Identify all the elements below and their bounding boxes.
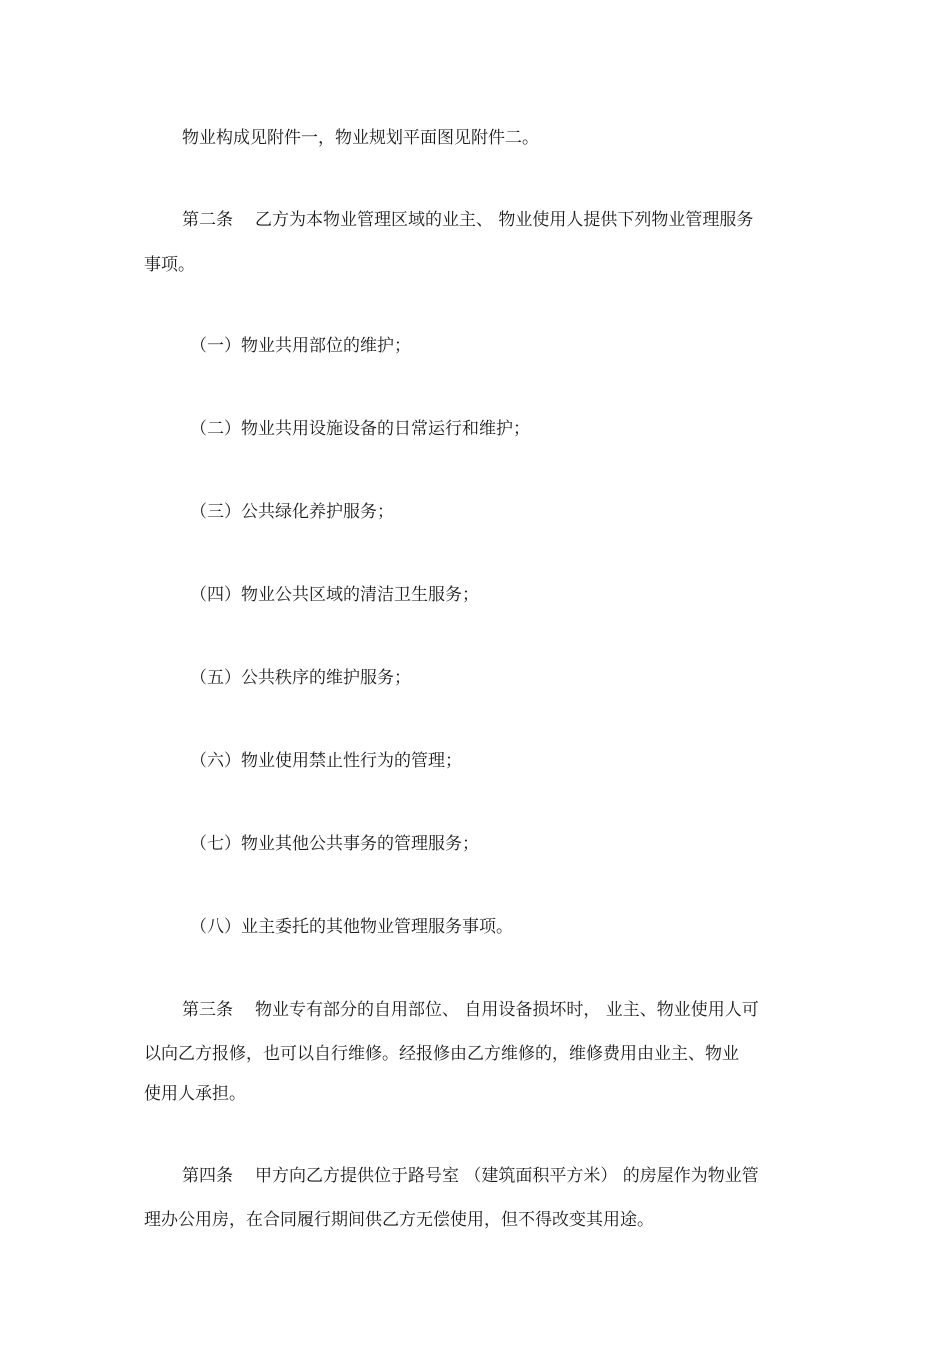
paragraph-property-composition: 物业构成见附件一，物业规划平面图见附件二。: [182, 128, 539, 148]
article-4-label: 第四条: [182, 1166, 233, 1186]
article-3-label: 第三条: [182, 1000, 233, 1020]
list-item: （三）公共绿化养护服务；: [190, 502, 394, 522]
list-item: （七）物业其他公共事务的管理服务；: [190, 834, 479, 854]
list-item: （一）物业共用部位的维护；: [190, 336, 411, 356]
article-2-line-1: [182, 209, 753, 231]
article-3-line-2: 以向乙方报修，也可以自行维修。经报修由乙方维修的，维修费用由业主、物业: [144, 1044, 739, 1064]
list-item: （八）业主委托的其他物业管理服务事项。: [190, 917, 513, 937]
list-item: （二）物业共用设施设备的日常运行和维护；: [190, 419, 530, 439]
article-2-label: 第二条: [182, 210, 233, 230]
article-4-text-1: 甲方向乙方提供位于路号室 （建筑面积平方米） 的房屋作为物业管: [255, 1166, 759, 1186]
article-3-text-1: 物业专有部分的自用部位、 自用设备损坏时， 业主、物业使用人可: [255, 1000, 759, 1020]
article-3-line-1: [182, 999, 759, 1021]
article-2-text-1: 乙方为本物业管理区域的业主、 物业使用人提供下列物业管理服务: [255, 210, 754, 230]
list-item: （四）物业公共区域的清洁卫生服务；: [190, 585, 479, 605]
article-4-line-2: 理办公用房，在合同履行期间供乙方无偿使用，但不得改变其用途。: [144, 1210, 654, 1230]
article-2-line-2: 事项。: [144, 255, 195, 275]
list-item: （五）公共秩序的维护服务；: [190, 668, 411, 688]
list-item: （六）物业使用禁止性行为的管理；: [190, 751, 462, 771]
article-3-line-3: 使用人承担。: [144, 1084, 246, 1104]
article-4-line-1: [182, 1165, 759, 1187]
